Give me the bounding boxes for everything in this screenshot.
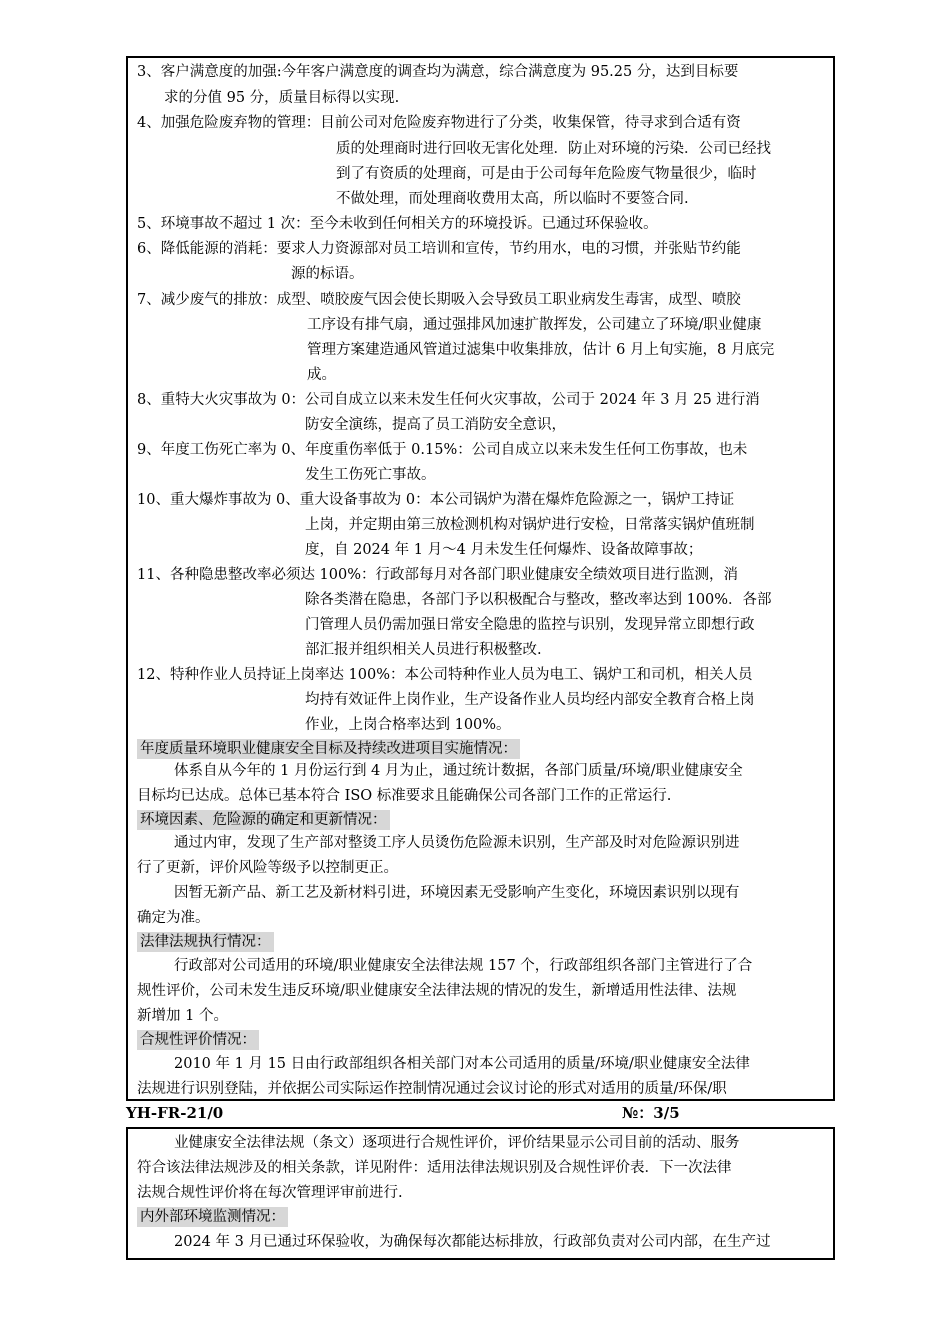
objective-10-line-1: 10、重大爆炸事故为 0、重大设备事故为 0：本公司锅炉为潜在爆炸危险源之一，锅炉工持证 <box>137 492 735 508</box>
objectives-para-line-1: 体系自从今年的 1 月份运行到 4 月为止，通过统计数据，各部门质量/环境/职业健康安全 <box>174 763 743 779</box>
laws-para-line-2: 规性评价，公司未发生违反环境/职业健康安全法律法规的情况的发生，新增适用性法律、法规 <box>137 983 737 999</box>
env-factors-para-line-2: 行了更新，评价风险等级予以控制更正。 <box>137 860 398 876</box>
objective-5-line-1: 5、环境事故不超过 1 次：至今未收到任何相关方的环境投诉。已通过环保验收。 <box>137 216 658 232</box>
report-page-continuation <box>126 1127 835 1260</box>
objective-11-line-2: 除各类潜在隐患，各部门予以积极配合与整改，整改率达到 100%．各部 <box>305 592 772 608</box>
document-code: YH-FR-21/0 <box>126 1104 224 1122</box>
objective-6-line-1: 6、降低能源的消耗：要求人力资源部对员工培训和宣传，节约用水，电的习惯，并张贴节约能 <box>137 241 741 257</box>
objective-10-line-3: 度，自 2024 年 1 月～4 月未发生任何爆炸、设备故障事故； <box>305 542 703 558</box>
laws-para-line-3: 新增加 1 个。 <box>137 1008 228 1024</box>
objective-10-line-2: 上岗，并定期由第三放检测机构对锅炉进行安检，日常落实锅炉值班制 <box>305 517 755 533</box>
compliance-continued-line-1: 业健康安全法律法规（条文）逐项进行合规性评价，评价结果显示公司目前的活动、服务 <box>174 1135 740 1151</box>
report-page-section <box>126 56 835 1101</box>
objective-11-line-3: 门管理人员仍需加强日常安全隐患的监控与识别，发现异常立即想行政 <box>305 617 755 633</box>
section-heading-env-factors: 环境因素、危险源的确定和更新情况： <box>137 810 390 830</box>
compliance-continued-line-2: 符合该法律法规涉及的相关条款，详见附件：适用法律法规识别及合规性评价表．下一次法律 <box>137 1160 732 1176</box>
laws-para-line-1: 行政部对公司适用的环境/职业健康安全法律法规 157 个，行政部组织各部门主管进行了合 <box>174 958 753 974</box>
objective-4-line-2: 质的处理商时进行回收无害化处理．防止对环境的污染．公司已经找 <box>336 141 771 157</box>
objective-11-line-4: 部汇报并组织相关人员进行积极整改. <box>305 642 542 658</box>
env-factors-para-line-4: 确定为准。 <box>137 910 210 926</box>
section-heading-objectives: 年度质量环境职业健康安全目标及持续改进项目实施情况： <box>137 739 520 759</box>
objective-7-line-4: 成。 <box>307 367 336 383</box>
objective-3-line-1: 3、客户满意度的加强:今年客户满意度的调查均为满意，综合满意度为 95.25 分，达到目标要 <box>137 64 739 80</box>
env-factors-para-line-3: 因暂无新产品、新工艺及新材料引进，环境因素无受影响产生变化，环境因素识别以现有 <box>174 885 740 901</box>
objectives-para-line-2: 目标均已达成。总体已基本符合 ISO 标准要求且能确保公司各部门工作的正常运行. <box>137 788 672 804</box>
objective-12-line-3: 作业，上岗合格率达到 100%。 <box>305 717 511 733</box>
objective-8-line-1: 8、重特大火灾事故为 0：公司自成立以来未发生任何火灾事故，公司于 2024 年 3 月 25 进行消 <box>137 392 760 408</box>
section-heading-compliance: 合规性评价情况： <box>137 1030 259 1050</box>
objective-8-line-2: 防安全演练，提高了员工消防安全意识， <box>305 417 566 433</box>
compliance-continued-line-3: 法规合规性评价将在每次管理评审前进行. <box>137 1185 403 1201</box>
compliance-para-line-1: 2010 年 1 月 15 日由行政部组织各相关部门对本公司适用的质量/环境/职业健康安全法律 <box>174 1056 750 1072</box>
section-heading-monitoring: 内外部环境监测情况： <box>137 1207 288 1227</box>
objective-7-line-2: 工序设有排气扇，通过强排风加速扩散挥发，公司建立了环境/职业健康 <box>307 317 762 333</box>
objective-6-line-2: 源的标语。 <box>291 266 364 282</box>
objective-7-line-3: 管理方案建造通风管道过滤集中收集排放，估计 6 月上旬实施，8 月底完 <box>307 342 775 358</box>
objective-12-line-2: 均持有效证件上岗作业，生产设备作业人员均经内部安全教育合格上岗 <box>305 692 755 708</box>
objective-4-line-3: 到了有资质的处理商，可是由于公司每年危险废气物量很少，临时 <box>336 166 757 182</box>
objective-3-line-2: 求的分值 95 分，质量目标得以实现. <box>164 90 400 106</box>
objective-9-line-2: 发生工伤死亡事故。 <box>305 467 436 483</box>
objective-11-line-1: 11、各种隐患整改率必须达 100%：行政部每月对各部门职业健康安全绩效项目进行监测，消 <box>137 567 739 583</box>
objective-4-line-1: 4、加强危险废弃物的管理：目前公司对危险废弃物进行了分类，收集保管，待寻求到合适有资 <box>137 115 741 131</box>
compliance-para-line-2: 法规进行识别登陆，并依据公司实际运作控制情况通过会议讨论的形式对适用的质量/环保/职 <box>137 1081 727 1097</box>
section-heading-laws: 法律法规执行情况： <box>137 932 274 952</box>
page-number: №：3/5 <box>622 1104 680 1122</box>
objective-9-line-1: 9、年度工伤死亡率为 0、年度重伤率低于 0.15%：公司自成立以来未发生任何工伤事故，也未 <box>137 442 748 458</box>
objective-4-line-4: 不做处理，而处理商收费用太高，所以临时不要签合同. <box>336 191 689 207</box>
objective-12-line-1: 12、特种作业人员持证上岗率达 100%：本公司特种作业人员为电工、锅炉工和司机，相关人员 <box>137 667 753 683</box>
objective-7-line-1: 7、减少废气的排放：成型、喷胶废气因会使长期吸入会导致员工职业病发生毒害，成型、喷胶 <box>137 292 741 308</box>
env-factors-para-line-1: 通过内审，发现了生产部对整烫工序人员烫伤危险源未识别，生产部及时对危险源识别进 <box>174 835 740 851</box>
monitoring-para-line-1: 2024 年 3 月已通过环保验收，为确保每次都能达标排放，行政部负责对公司内部，在生产过 <box>174 1234 771 1250</box>
